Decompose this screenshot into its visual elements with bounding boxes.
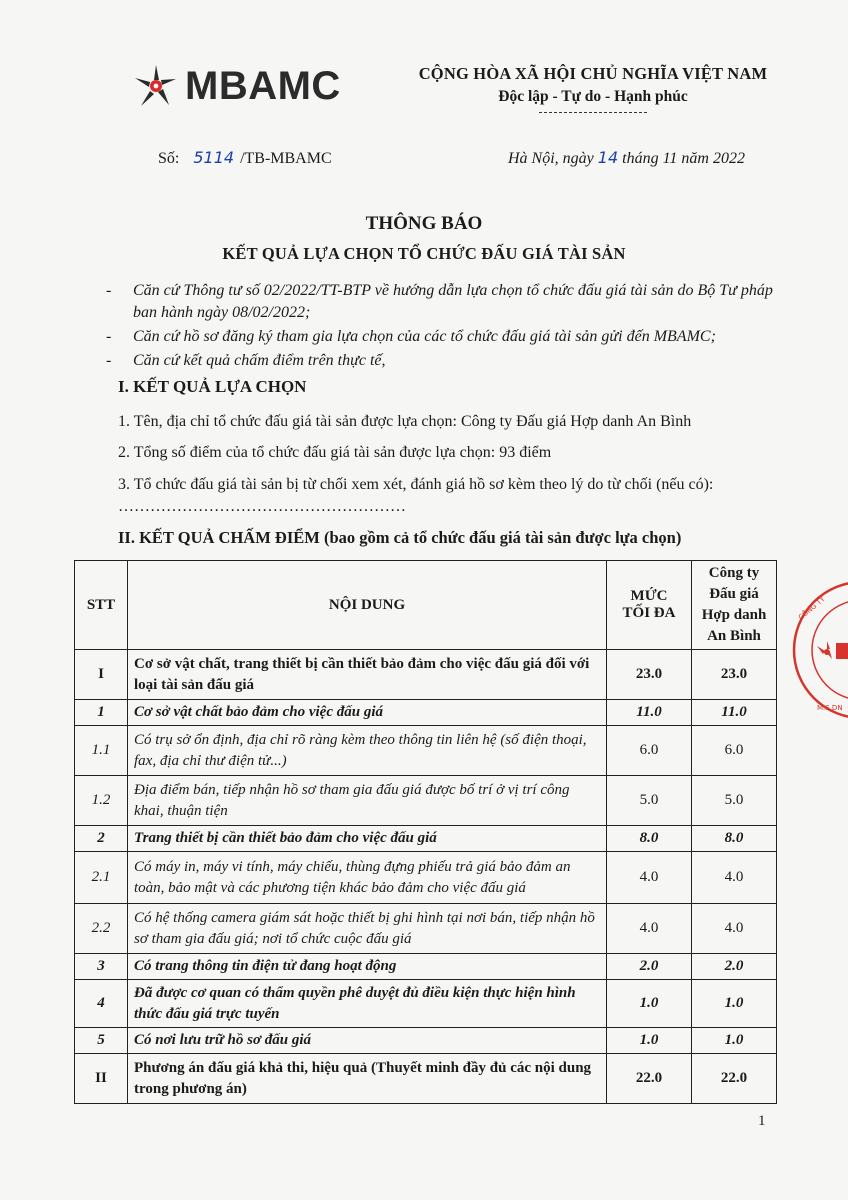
mbamc-star-icon: [133, 63, 179, 109]
mbamc-logo: [133, 63, 341, 109]
number-suffix: /TB-MBAMC: [240, 150, 332, 167]
section-2-heading: II. KẾT QUẢ CHẤM ĐIỂM (bao gồm cả tổ chức đấu giá tài sản được lựa chọn): [118, 528, 682, 547]
table-row: 2 Trang thiết bị cần thiết bảo đảm cho việc đấu giá 8.0 8.0: [75, 826, 777, 852]
table-row: II Phương án đấu giá khả thi, hiệu quả (Thuyết minh đầy đủ các nội dung trong phương án) 22.0 22.0: [75, 1054, 777, 1104]
national-motto: Độc lập - Tự do - Hạnh phúc: [498, 88, 688, 105]
national-title: CỘNG HÒA XÃ HỘI CHỦ NGHĨA VIỆT NAM: [418, 64, 768, 83]
document-number: [158, 148, 332, 168]
document-date: [508, 148, 745, 168]
basis-item: - Căn cứ Thông tư số 02/2022/TT-BTP về hướng dẫn lựa chọn tổ chức đấu giá tài sản do Bộ Tư pháp ban hành ngày 08/02/2022;: [106, 282, 773, 321]
table-row: 1 Cơ sở vật chất bảo đảm cho việc đấu giá 11.0 11.0: [75, 700, 777, 726]
svg-text:CÔNG TY: CÔNG TY: [797, 595, 827, 622]
header-organization: Công ty Đấu giá Hợp danh An Bình: [692, 561, 777, 650]
table-row: 1.1 Có trụ sở ổn định, địa chỉ rõ ràng kèm theo thông tin liên hệ (số điện thoại, fax, địa chỉ thư điện tử...) 6.0 6.0: [75, 726, 777, 776]
handwritten-number: 5114: [193, 148, 235, 167]
table-row: 2.2 Có hệ thống camera giám sát hoặc thiết bị ghi hình tại nơi bán, tiếp nhận hồ sơ tham gia đấu giá; nơi tổ chức cuộc đấu giá 4.0 4.0: [75, 904, 777, 954]
motto-underline: [539, 112, 647, 113]
table-row: 2.1 Có máy in, máy vi tính, máy chiếu, thùng đựng phiếu trả giá bảo đảm an toàn, bảo mật và các phương tiện khác bảo đảm cho việc đấu giá 4.0 4.0: [75, 852, 777, 904]
header-max: MỨC TỐI ĐA: [607, 561, 692, 650]
basis-item: - Căn cứ hồ sơ đăng ký tham gia lựa chọn của các tổ chức đấu giá tài sản gửi đến MBAMC;: [106, 328, 716, 345]
svg-text:M.S.DN: M.S.DN: [817, 704, 843, 712]
table-row: 4 Đã được cơ quan có thẩm quyền phê duyệt đủ điều kiện thực hiện hình thức đấu giá trực tuyến 1.0 1.0: [75, 980, 777, 1028]
notice-title: THÔNG BÁO: [365, 213, 483, 234]
date-day: 14: [597, 148, 619, 167]
date-prefix: Hà Nội, ngày: [508, 150, 594, 167]
row-note: (Thuyết minh đầy đủ các nội dung trong phương án): [134, 1059, 592, 1097]
table-row: I Cơ sở vật chất, trang thiết bị cần thiết bảo đảm cho việc đấu giá đối với loại tài sản đấu giá 23.0 23.0: [75, 650, 777, 700]
total-score: 2. Tổng số điểm của tổ chức đấu giá tài sản được lựa chọn: 93 điểm: [118, 444, 552, 461]
table-header-row: [75, 561, 777, 650]
national-header: [398, 64, 788, 113]
company-seal-stamp: [787, 575, 848, 725]
legal-basis: [106, 280, 786, 374]
scoring-table: [74, 560, 777, 1104]
header-content: NỘI DUNG: [128, 561, 607, 650]
page-number: 1: [758, 1113, 766, 1129]
notice-subtitle: KẾT QUẢ LỰA CHỌN TỔ CHỨC ĐẤU GIÁ TÀI SẢN: [222, 244, 626, 263]
selected-organization: 1. Tên, địa chỉ tổ chức đấu giá tài sản được lựa chọn: Công ty Đấu giá Hợp danh An Bình: [118, 413, 692, 430]
header-stt: STT: [75, 561, 128, 650]
table-row: 3 Có trang thông tin điện tử đang hoạt động 2.0 2.0: [75, 954, 777, 980]
basis-item: - Căn cứ kết quả chấm điểm trên thực tế,: [106, 352, 386, 369]
date-rest: tháng 11 năm 2022: [622, 150, 745, 167]
table-row: 1.2 Địa điểm bán, tiếp nhận hồ sơ tham gia đấu giá được bố trí ở vị trí công khai, thuận tiện 5.0 5.0: [75, 776, 777, 826]
section-1-heading: I. KẾT QUẢ LỰA CHỌN: [118, 377, 307, 396]
table-row: 5 Có nơi lưu trữ hồ sơ đấu giá 1.0 1.0: [75, 1028, 777, 1054]
rejected-organizations: 3. Tổ chức đấu giá tài sản bị từ chối xem xét, đánh giá hồ sơ kèm theo lý do từ chối (nếu có): ………………………………………………: [118, 476, 714, 515]
logo-text: MBAMC: [185, 64, 341, 108]
number-label: Số:: [158, 150, 180, 167]
